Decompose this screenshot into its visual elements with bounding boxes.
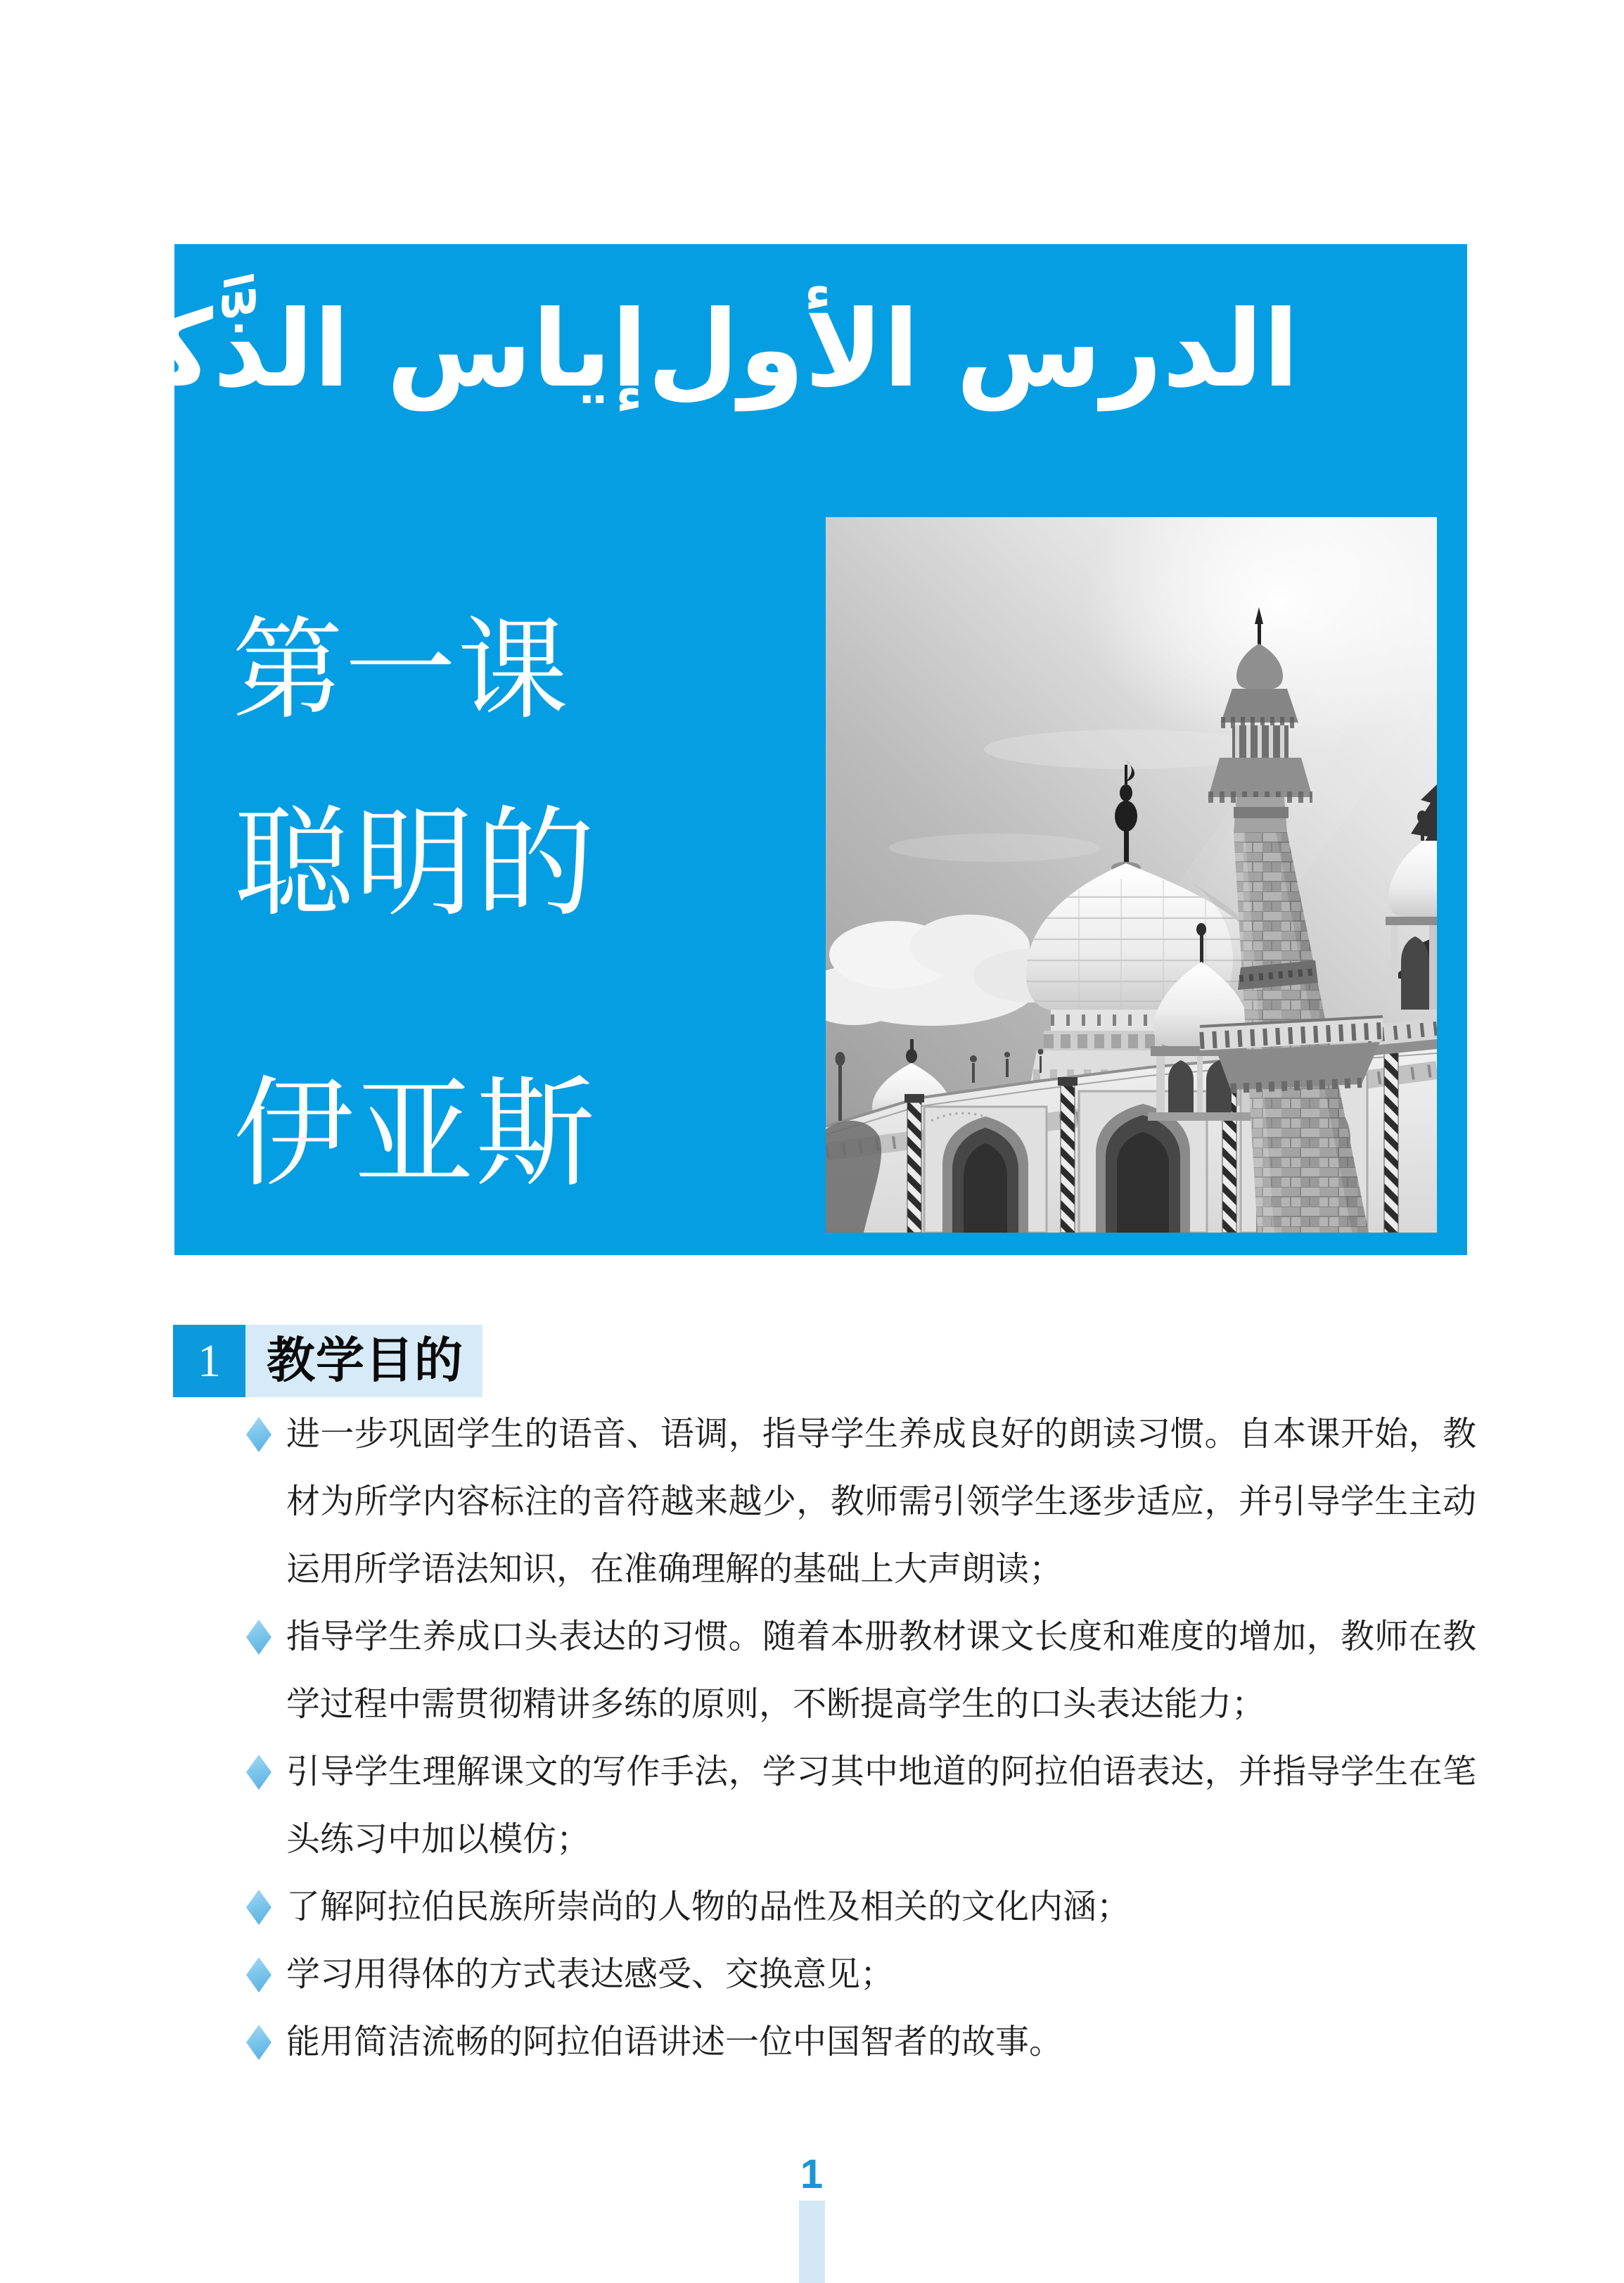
footer-tab-marker (799, 2201, 825, 2283)
objective-item (286, 1401, 1476, 1603)
objective-text: 了解阿拉伯民族所崇尚的人物的品性及相关的文化内涵； (286, 1888, 1131, 1926)
objective-item (286, 2009, 1476, 2076)
chinese-lesson-title-line2: 伊亚斯 (234, 1067, 597, 1201)
diamond-bullet-icon (246, 1417, 271, 1452)
chinese-lesson-number: 第一课 (232, 609, 570, 732)
diamond-bullet-icon (246, 1890, 271, 1925)
section-title: 教学目的 (267, 1334, 463, 1387)
diamond-bullet-icon (246, 1620, 271, 1655)
lesson-header-block (44, 244, 1467, 1255)
objective-item (286, 1738, 1476, 1874)
arabic-title-lesson-name: إياس الذَّكيّ (44, 288, 648, 411)
objective-text: 学习用得体的方式表达感受、交换意见； (286, 1956, 895, 1993)
objective-item (286, 1603, 1476, 1738)
diamond-bullet-icon (246, 2025, 271, 2060)
objectives-list (286, 1401, 1476, 2076)
objective-item (286, 1941, 1476, 2009)
objective-text: 引导学生理解课文的写作手法，学习其中地道的阿拉伯语表达，并指导学生在笔头练习中加以模仿； (286, 1753, 1476, 1858)
arabic-title-lesson-number: الدرس الأول (647, 288, 1299, 411)
objective-text: 能用简洁流畅的阿拉伯语讲述一位中国智者的故事。 (286, 2023, 1063, 2061)
objective-text: 进一步巩固学生的语音、语调，指导学生养成良好的朗读习惯。自本课开始，教材为所学内容标注的音符越来越少，教师需引领学生逐步适应，并引导学生主动运用所学语法知识，在准确理解的基础上大声朗读； (286, 1416, 1476, 1588)
section-number-badge: 1 (173, 1325, 245, 1397)
section-title-band (245, 1325, 482, 1397)
objective-item (286, 1874, 1476, 1941)
chinese-lesson-title-line1: 聪明的 (234, 797, 597, 931)
page-number: 1 (800, 2151, 824, 2197)
chinese-lesson-title (234, 796, 596, 1202)
diamond-bullet-icon (246, 1755, 271, 1790)
arabic-lesson-title (44, 244, 1299, 455)
diamond-bullet-icon (246, 1957, 271, 1992)
mosque-photo (826, 517, 1437, 1233)
objective-text: 指导学生养成口头表达的习惯。随着本册教材课文长度和难度的增加，教师在教学过程中需贯彻精讲多练的原则，不断提高学生的口头表达能力； (286, 1618, 1476, 1723)
